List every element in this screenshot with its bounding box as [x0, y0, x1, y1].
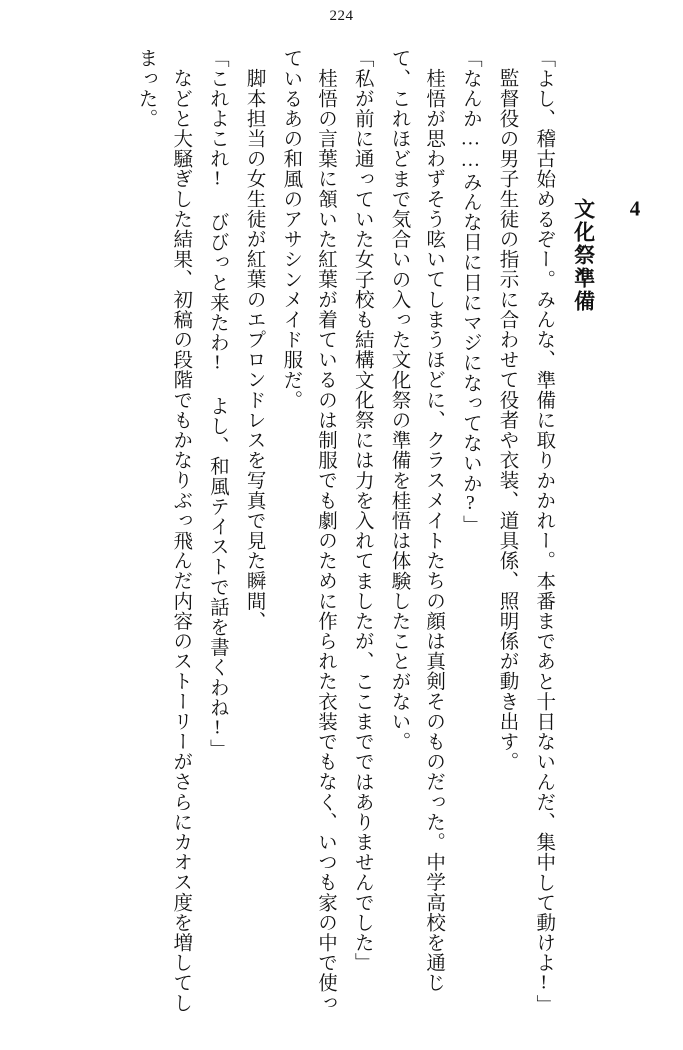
paragraph: 「なんか……みんな日に日にマジになってないか?」 [459, 48, 481, 535]
paragraph: 「よし、稽古始めるぞー。みんな、準備に取りかかれー。本番まであと十日ないんだ、集中して動けよ!」 [533, 48, 555, 1015]
chapter-title: 文化祭準備 [571, 198, 596, 313]
chapter-number: 4 [629, 198, 641, 219]
paragraph: 桂悟の言葉に頷いた紅葉が着ているのは制服でも劇のために作られた衣装でもなく、いつも家の中で使っているあの和風のアサシンメイド服だ。 [280, 48, 337, 1013]
paragraph: 監督役の男子生徒の指示に合わせて役者や衣装、道具係、照明係が動き出す。 [496, 67, 518, 771]
paragraph: などと大騒ぎした結果、初稿の段階でもかなりぶっ飛んだ内容のストーリーがさらにカオス度を増してしまった。 [135, 48, 192, 1013]
paragraph: 桂悟が思わずそう呟いてしまうほどに、クラスメイトたちの顔は真剣そのものだった。中学高校を通じて、これほどまで気合いの入った文化祭の準備を桂悟は体験したことがない。 [388, 48, 445, 993]
paragraph: 「これよこれ! びびっと来たわ! よし、和風テイストで話を書くわね!」 [206, 48, 228, 759]
vertical-text-body [28, 48, 653, 1030]
chapter-heading [564, 48, 653, 1030]
heading-space [602, 198, 616, 1030]
paragraph: 脚本担当の女生徒が紅葉のエプロンドレスを写真で見た瞬間、 [243, 67, 265, 631]
paragraph: 「私が前に通っていた女子校も結構文化祭には力を入れてましたが、ここまでではありませんでした」 [351, 48, 373, 973]
page-number: 224 [329, 8, 354, 24]
